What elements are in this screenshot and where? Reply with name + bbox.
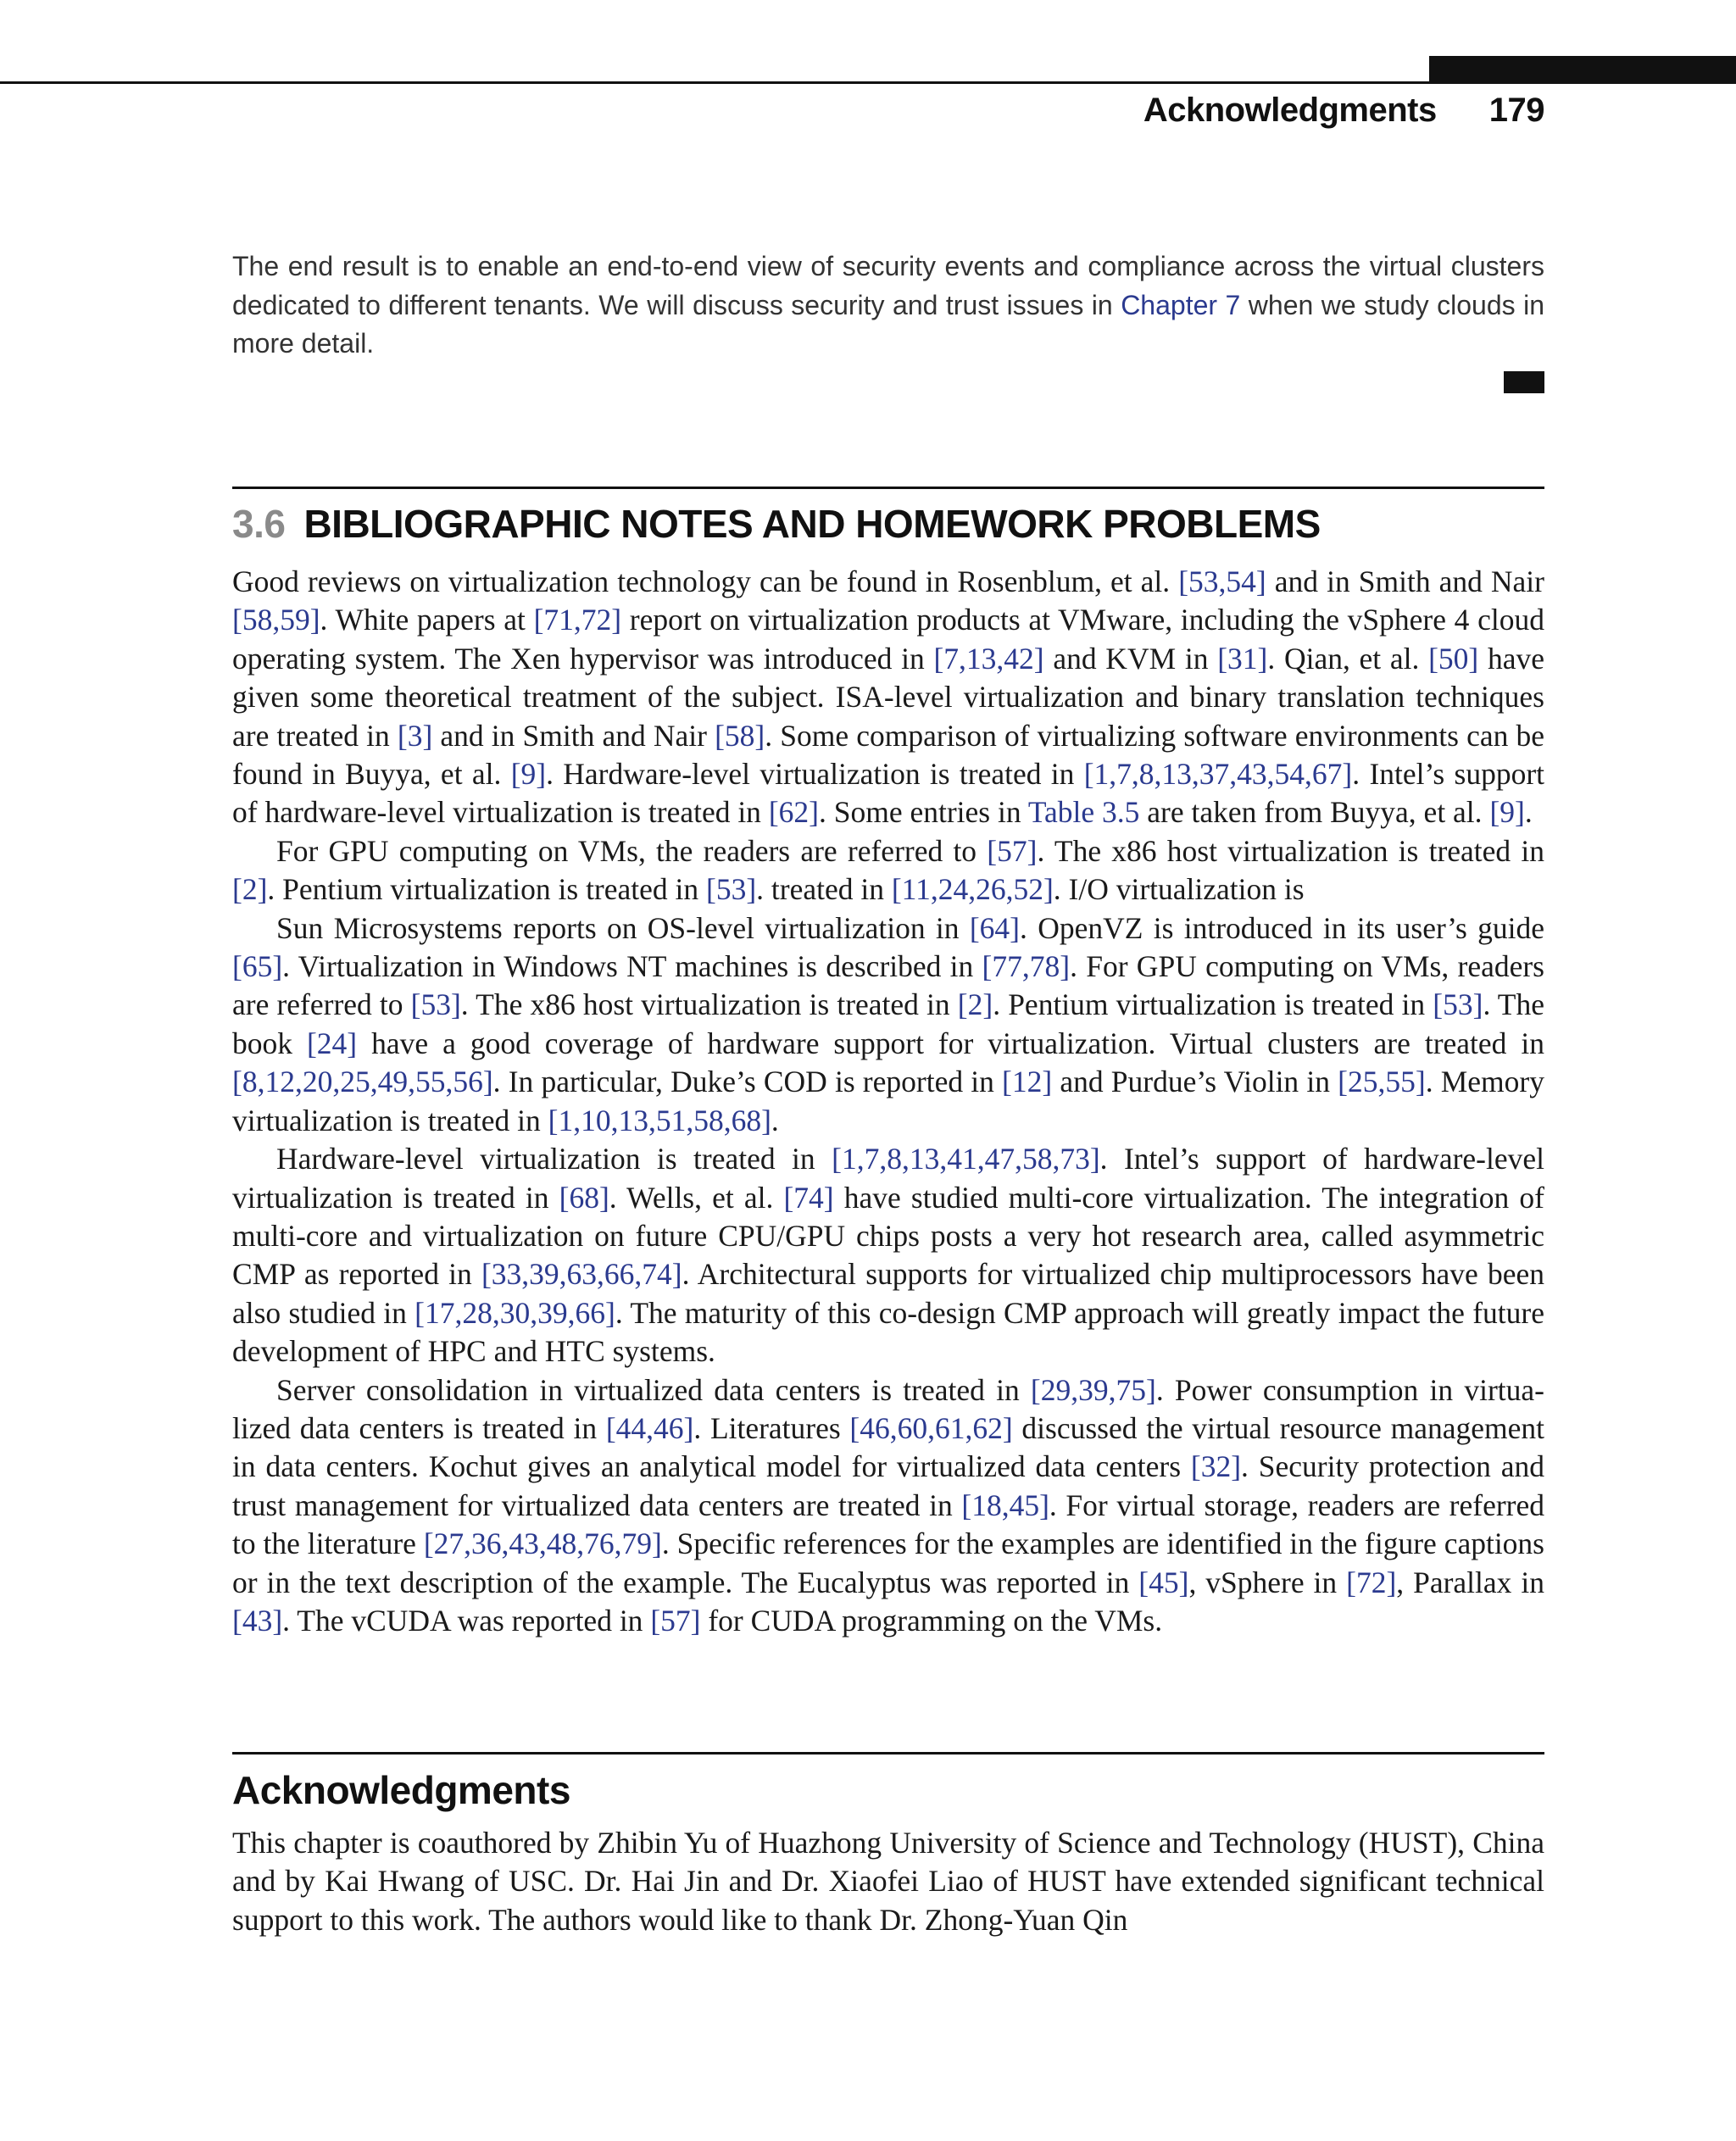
reference-link[interactable]: [29,39,75] bbox=[1030, 1372, 1156, 1407]
reference-link[interactable]: [9] bbox=[1489, 795, 1525, 830]
reference-link[interactable]: [64] bbox=[969, 910, 1020, 945]
reference-link[interactable]: [32] bbox=[1190, 1449, 1242, 1484]
chapter-link[interactable]: Chapter 7 bbox=[1121, 289, 1241, 320]
reference-link[interactable]: [2] bbox=[957, 987, 993, 1022]
reference-link[interactable]: [53] bbox=[1433, 987, 1483, 1022]
body-paragraph: For GPU computing on VMs, the readers are referred to [57]. The x86 host virtualization is treated in [2]. Pentium virtualization is treated in [53]. treated in [11,24,26,52]. I/O virtualization is bbox=[232, 833, 1544, 907]
reference-link[interactable]: [25,55] bbox=[1338, 1065, 1426, 1099]
intro-text-before: The end result is to enable an end-to-end view of security events and compliance across the virtual clusters dedicated to different tenants. We will discuss security and trust issues in bbox=[232, 251, 1544, 320]
acknowledgments-heading: Acknowledgments bbox=[232, 1768, 570, 1812]
reference-link[interactable]: [58] bbox=[715, 718, 765, 753]
section-rule bbox=[232, 487, 1544, 489]
end-of-section-marker bbox=[1504, 371, 1544, 393]
reference-link[interactable]: [31] bbox=[1217, 641, 1268, 676]
header-rule bbox=[0, 81, 1736, 84]
reference-link[interactable]: [9] bbox=[510, 757, 547, 792]
reference-link[interactable]: [68] bbox=[559, 1180, 609, 1215]
reference-link[interactable]: [11,24,26,52] bbox=[891, 872, 1054, 907]
intro-paragraph bbox=[232, 247, 1544, 364]
reference-link[interactable]: [57] bbox=[987, 833, 1038, 868]
body-paragraph: Sun Microsystems reports on OS-level virtualization in [64]. OpenVZ is introduced in its user’s guide [65]. Virtualization in Windows NT machines is described in [77,78]. For GPU computing on VMs, readers are referred to [53]. The x86 host virtualization is treated in [2]. Pentium virtualization is treated in [53]. The book [24] have a good coverage of hardware support for virtualization. Virtual clusters are treated in [8,12,20,25,49,55,56]. In particular, Duke’s COD is reported in [12] and Purdue’s Violin in [25,55]. Memory virtualization is treated in [1,10,13,51,58,68]. bbox=[232, 910, 1544, 1137]
section-number: 3.6 bbox=[232, 502, 286, 546]
reference-link[interactable]: [58,59] bbox=[232, 603, 320, 637]
section-heading bbox=[232, 501, 1321, 547]
reference-link[interactable]: [57] bbox=[650, 1603, 701, 1638]
reference-link[interactable]: [50] bbox=[1428, 641, 1479, 676]
body-paragraph: Hardware-level virtualization is treated in [1,7,8,13,41,47,58,73]. Intel’s support of hardware-level virtualization is treated in [68]. Wells, et al. [74] have studied multi-core virtualization. The integration of multi-core and virtualization on future CPU/GPU chips posts a very hot research area, called asymmetric CMP as reported in [33,39,63,66,74]. Architectural supports for virtualized chip multiprocessors have been also studied in [17,28,30,39,66]. The maturity of this co-design CMP approach will greatly impact the future development of HPC and HTC systems. bbox=[232, 1142, 1544, 1369]
body-paragraph: Good reviews on virtualization technology can be found in Rosenblum, et al. [53,54] and in Smith and Nair [58,59]. White papers at [71,72] report on virtualization products at VMware, including the vSphere 4 cloud operating system. The Xen hypervisor was introduced in [7,13,42] and KVM in [31]. Qian, et al. [50] have given some theoretical treatment of the subject. ISA-level virtualization and binary translation techniques are treated in [3] and in Smith and Nair [58]. Some comparison of virtualizing software environments can be found in Buyya, et al. [9]. Hardware-level virtualization is treated in [1,7,8,13,37,43,54,67]. Intel’s support of hardware-level virtualization is treated in [62]. Some entries in Table 3.5 are taken from Buyya, et al. [9]. bbox=[232, 564, 1545, 830]
acknowledgments-body bbox=[232, 1824, 1544, 1939]
acknowledgments-text: This chapter is coauthored by Zhibin Yu of Huazhong University of Science and Technology (HUST), China and by Kai Hwang of USC. Dr. Hai Jin and Dr. Xiaofei Liao of HUST have extended significant technical support to this work. The authors would like to thank Dr. Zhong-Yuan Qin bbox=[232, 1826, 1544, 1937]
reference-link[interactable]: [77,78] bbox=[982, 949, 1071, 984]
section-body bbox=[232, 563, 1544, 1640]
reference-link[interactable]: [71,72] bbox=[533, 603, 622, 637]
running-head bbox=[1143, 92, 1544, 130]
reference-link[interactable]: [8,12,20,25,49,55,56] bbox=[232, 1065, 493, 1099]
running-head-title: Acknowledgments bbox=[1143, 92, 1437, 129]
reference-link[interactable]: [1,7,8,13,41,47,58,73] bbox=[832, 1142, 1100, 1176]
reference-link[interactable]: [7,13,42] bbox=[933, 641, 1044, 676]
reference-link[interactable]: [27,36,43,48,76,79] bbox=[423, 1527, 662, 1561]
page-number: 179 bbox=[1488, 92, 1544, 129]
reference-link[interactable]: [74] bbox=[783, 1180, 834, 1215]
body-paragraph: Server consolidation in virtualized data centers is treated in [29,39,75]. Power consumption in virtualized data centers is treated in [44,46]. Literatures [46,60,61,62] discussed the virtual resource management in data centers. Kochut gives an analytical model for virtualized data centers [32]. Security protection and trust management for virtualized data centers are treated in [18,45]. For virtual storage, readers are referred to the literature [27,36,43,48,76,79]. Specific references for the examples are identified in the figure captions or in the text description of the example. The Eucalyptus was reported in [45], vSphere in [72], Parallax in [43]. The vCUDA was reported in [57] for CUDA programming on the VMs. bbox=[232, 1372, 1544, 1638]
reference-link[interactable]: [17,28,30,39,66] bbox=[415, 1295, 615, 1330]
reference-link[interactable]: [62] bbox=[768, 795, 819, 830]
reference-link[interactable]: [44,46] bbox=[605, 1410, 694, 1445]
reference-link[interactable]: [1,7,8,13,37,43,54,67] bbox=[1083, 757, 1353, 792]
reference-link[interactable]: [72] bbox=[1346, 1565, 1397, 1599]
reference-link[interactable]: [12] bbox=[1002, 1065, 1053, 1099]
reference-link[interactable]: [33,39,63,66,74] bbox=[481, 1257, 682, 1292]
reference-link[interactable]: [3] bbox=[397, 718, 433, 753]
intro-text-after: when we study clouds in more detail. bbox=[232, 289, 1545, 359]
reference-link[interactable]: [53] bbox=[410, 987, 461, 1022]
reference-link[interactable]: [45] bbox=[1138, 1565, 1189, 1599]
reference-link[interactable]: [1,10,13,51,58,68] bbox=[548, 1103, 771, 1137]
reference-link[interactable]: [53] bbox=[706, 872, 757, 907]
reference-link[interactable]: [24] bbox=[306, 1026, 358, 1060]
reference-link[interactable]: [43] bbox=[232, 1603, 283, 1638]
reference-link[interactable]: [53,54] bbox=[1178, 564, 1266, 598]
reference-link[interactable]: [18,45] bbox=[961, 1488, 1049, 1522]
header-tab-bar bbox=[1429, 56, 1736, 83]
reference-link[interactable]: [2] bbox=[232, 872, 268, 907]
reference-link[interactable]: Table 3.5 bbox=[1027, 795, 1140, 830]
reference-link[interactable]: [65] bbox=[232, 949, 283, 984]
acknowledgments-rule bbox=[232, 1752, 1544, 1755]
reference-link[interactable]: [46,60,61,62] bbox=[849, 1410, 1013, 1445]
section-title: BIBLIOGRAPHIC NOTES AND HOMEWORK PROBLEMS bbox=[303, 502, 1321, 546]
